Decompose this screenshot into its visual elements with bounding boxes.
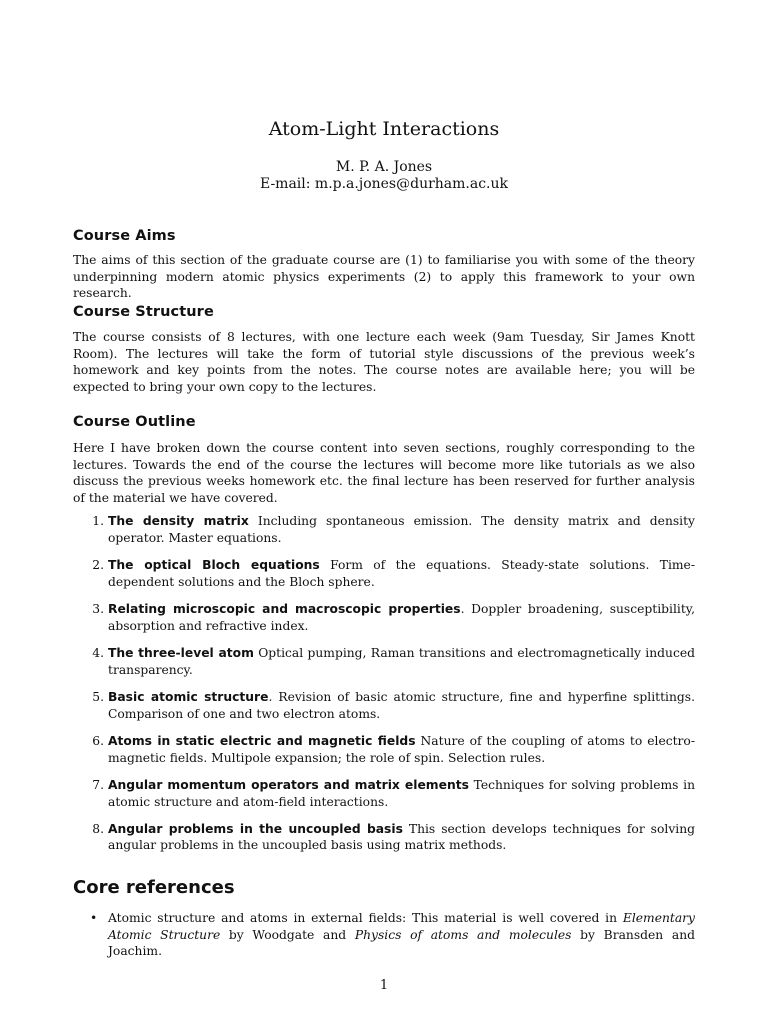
outline-item-title: Atoms in static electric and magnetic fields xyxy=(108,733,416,748)
outline-item-separator xyxy=(249,514,258,528)
author-email: E-mail: m.p.a.jones@durham.ac.uk xyxy=(259,176,509,192)
course-structure-text: The course consists of 8 lectures, with one lecture each week (9am Tuesday, Sir James Knott Room). The lectures will take the form of tutorial style discussions of the previous week’s homework and key points from the notes. The course notes are available here; you will be expected to bring your own copy to the lectures. xyxy=(73,330,695,394)
outline-item xyxy=(73,513,695,546)
outline-item xyxy=(73,645,695,678)
outline-item xyxy=(73,689,695,722)
outline-item-title: Relating microscopic and macroscopic properties xyxy=(108,601,461,616)
outline-item-number: 3. xyxy=(92,601,104,616)
outline-item-separator: . xyxy=(268,689,279,704)
course-aims-paragraph xyxy=(73,252,695,302)
reference-book-title: Elementary Atomic Structure xyxy=(108,911,695,942)
outline-item xyxy=(73,557,695,590)
outline-item-title: The optical Bloch equations xyxy=(108,557,320,572)
outline-item-number: 1. xyxy=(92,514,104,528)
bullet-icon: • xyxy=(90,911,98,925)
outline-item-title: The three-level atom xyxy=(108,645,254,660)
reference-mid-text: by Woodgate and xyxy=(220,927,355,942)
outline-item-separator xyxy=(320,558,330,572)
outline-item-title: Basic atomic structure xyxy=(108,689,269,704)
course-aims-text: The aims of this section of the graduate course are (1) to familiarise you with some of the theory underpinning modern atomic physics experiments (2) to apply this framework to your own research. xyxy=(73,253,695,301)
outline-item xyxy=(73,733,695,766)
section-heading-course-structure: Course Structure xyxy=(73,304,214,320)
reference-book-title: Physics of atoms and molecules xyxy=(354,927,572,942)
outline-item-text: Nature of the coupling of atoms to electro-magnetic fields. Multipole expansion; the role of spin. Selection rules. xyxy=(108,733,695,765)
outline-item xyxy=(73,777,695,810)
page-number: 1 xyxy=(379,978,389,993)
course-structure-paragraph xyxy=(73,329,695,395)
outline-item-text: Form of the equations. Steady-state solutions. Time-dependent solutions and the Bloch sphere. xyxy=(108,557,695,589)
course-outline-intro-paragraph xyxy=(73,440,695,506)
document-page xyxy=(73,0,695,1024)
course-outline-list xyxy=(73,513,695,865)
section-heading-course-aims: Course Aims xyxy=(73,228,176,244)
outline-item-text: Optical pumping, Raman transitions and electromagnetically induced transparency. xyxy=(108,645,695,677)
section-heading-course-outline: Course Outline xyxy=(73,414,196,430)
outline-item-number: 4. xyxy=(92,645,104,660)
outline-item-text: Revision of basic atomic structure, fine and hyperfine splittings. Comparison of one and two electron atoms. xyxy=(108,689,695,721)
outline-item xyxy=(73,601,695,634)
outline-item-text: Doppler broadening, susceptibility, absorption and refractive index. xyxy=(108,601,695,633)
outline-item-number: 7. xyxy=(92,777,104,792)
document-title: Atom-Light Interactions xyxy=(268,118,500,140)
outline-item-separator: . xyxy=(460,601,472,616)
section-heading-core-references: Core references xyxy=(73,877,235,898)
reference-tail-text: by Bransden and Joachim. xyxy=(108,927,696,959)
reference-item xyxy=(73,910,695,960)
outline-item-number: 8. xyxy=(92,821,104,836)
outline-item-text: Techniques for solving problems in atomic structure and atom-field interactions. xyxy=(108,777,695,809)
core-references-list xyxy=(73,910,695,960)
outline-item-text: Including spontaneous emission. The density matrix and density operator. Master equations. xyxy=(108,514,695,545)
outline-item-title: Angular problems in the uncoupled basis xyxy=(108,821,403,836)
outline-item-number: 2. xyxy=(92,557,104,572)
outline-item-title: Angular momentum operators and matrix elements xyxy=(108,777,469,792)
course-outline-intro-text: Here I have broken down the course content into seven sections, roughly corresponding to the lectures. Towards the end of the course the lectures will become more like tutorials as we also discuss the previous weeks homework etc. the final lecture has been reserved for further analysis of the material we have covered. xyxy=(73,441,695,505)
outline-item-number: 5. xyxy=(92,689,104,704)
outline-item xyxy=(73,821,695,854)
outline-item-title: The density matrix xyxy=(108,514,249,528)
outline-item-number: 6. xyxy=(92,733,104,748)
reference-lead-text: Atomic structure and atoms in external fields: This material is well covered in xyxy=(108,911,623,925)
author-name: M. P. A. Jones xyxy=(335,159,433,175)
outline-item-text: This section develops techniques for solving angular problems in the uncoupled basis using matrix methods. xyxy=(108,821,695,853)
